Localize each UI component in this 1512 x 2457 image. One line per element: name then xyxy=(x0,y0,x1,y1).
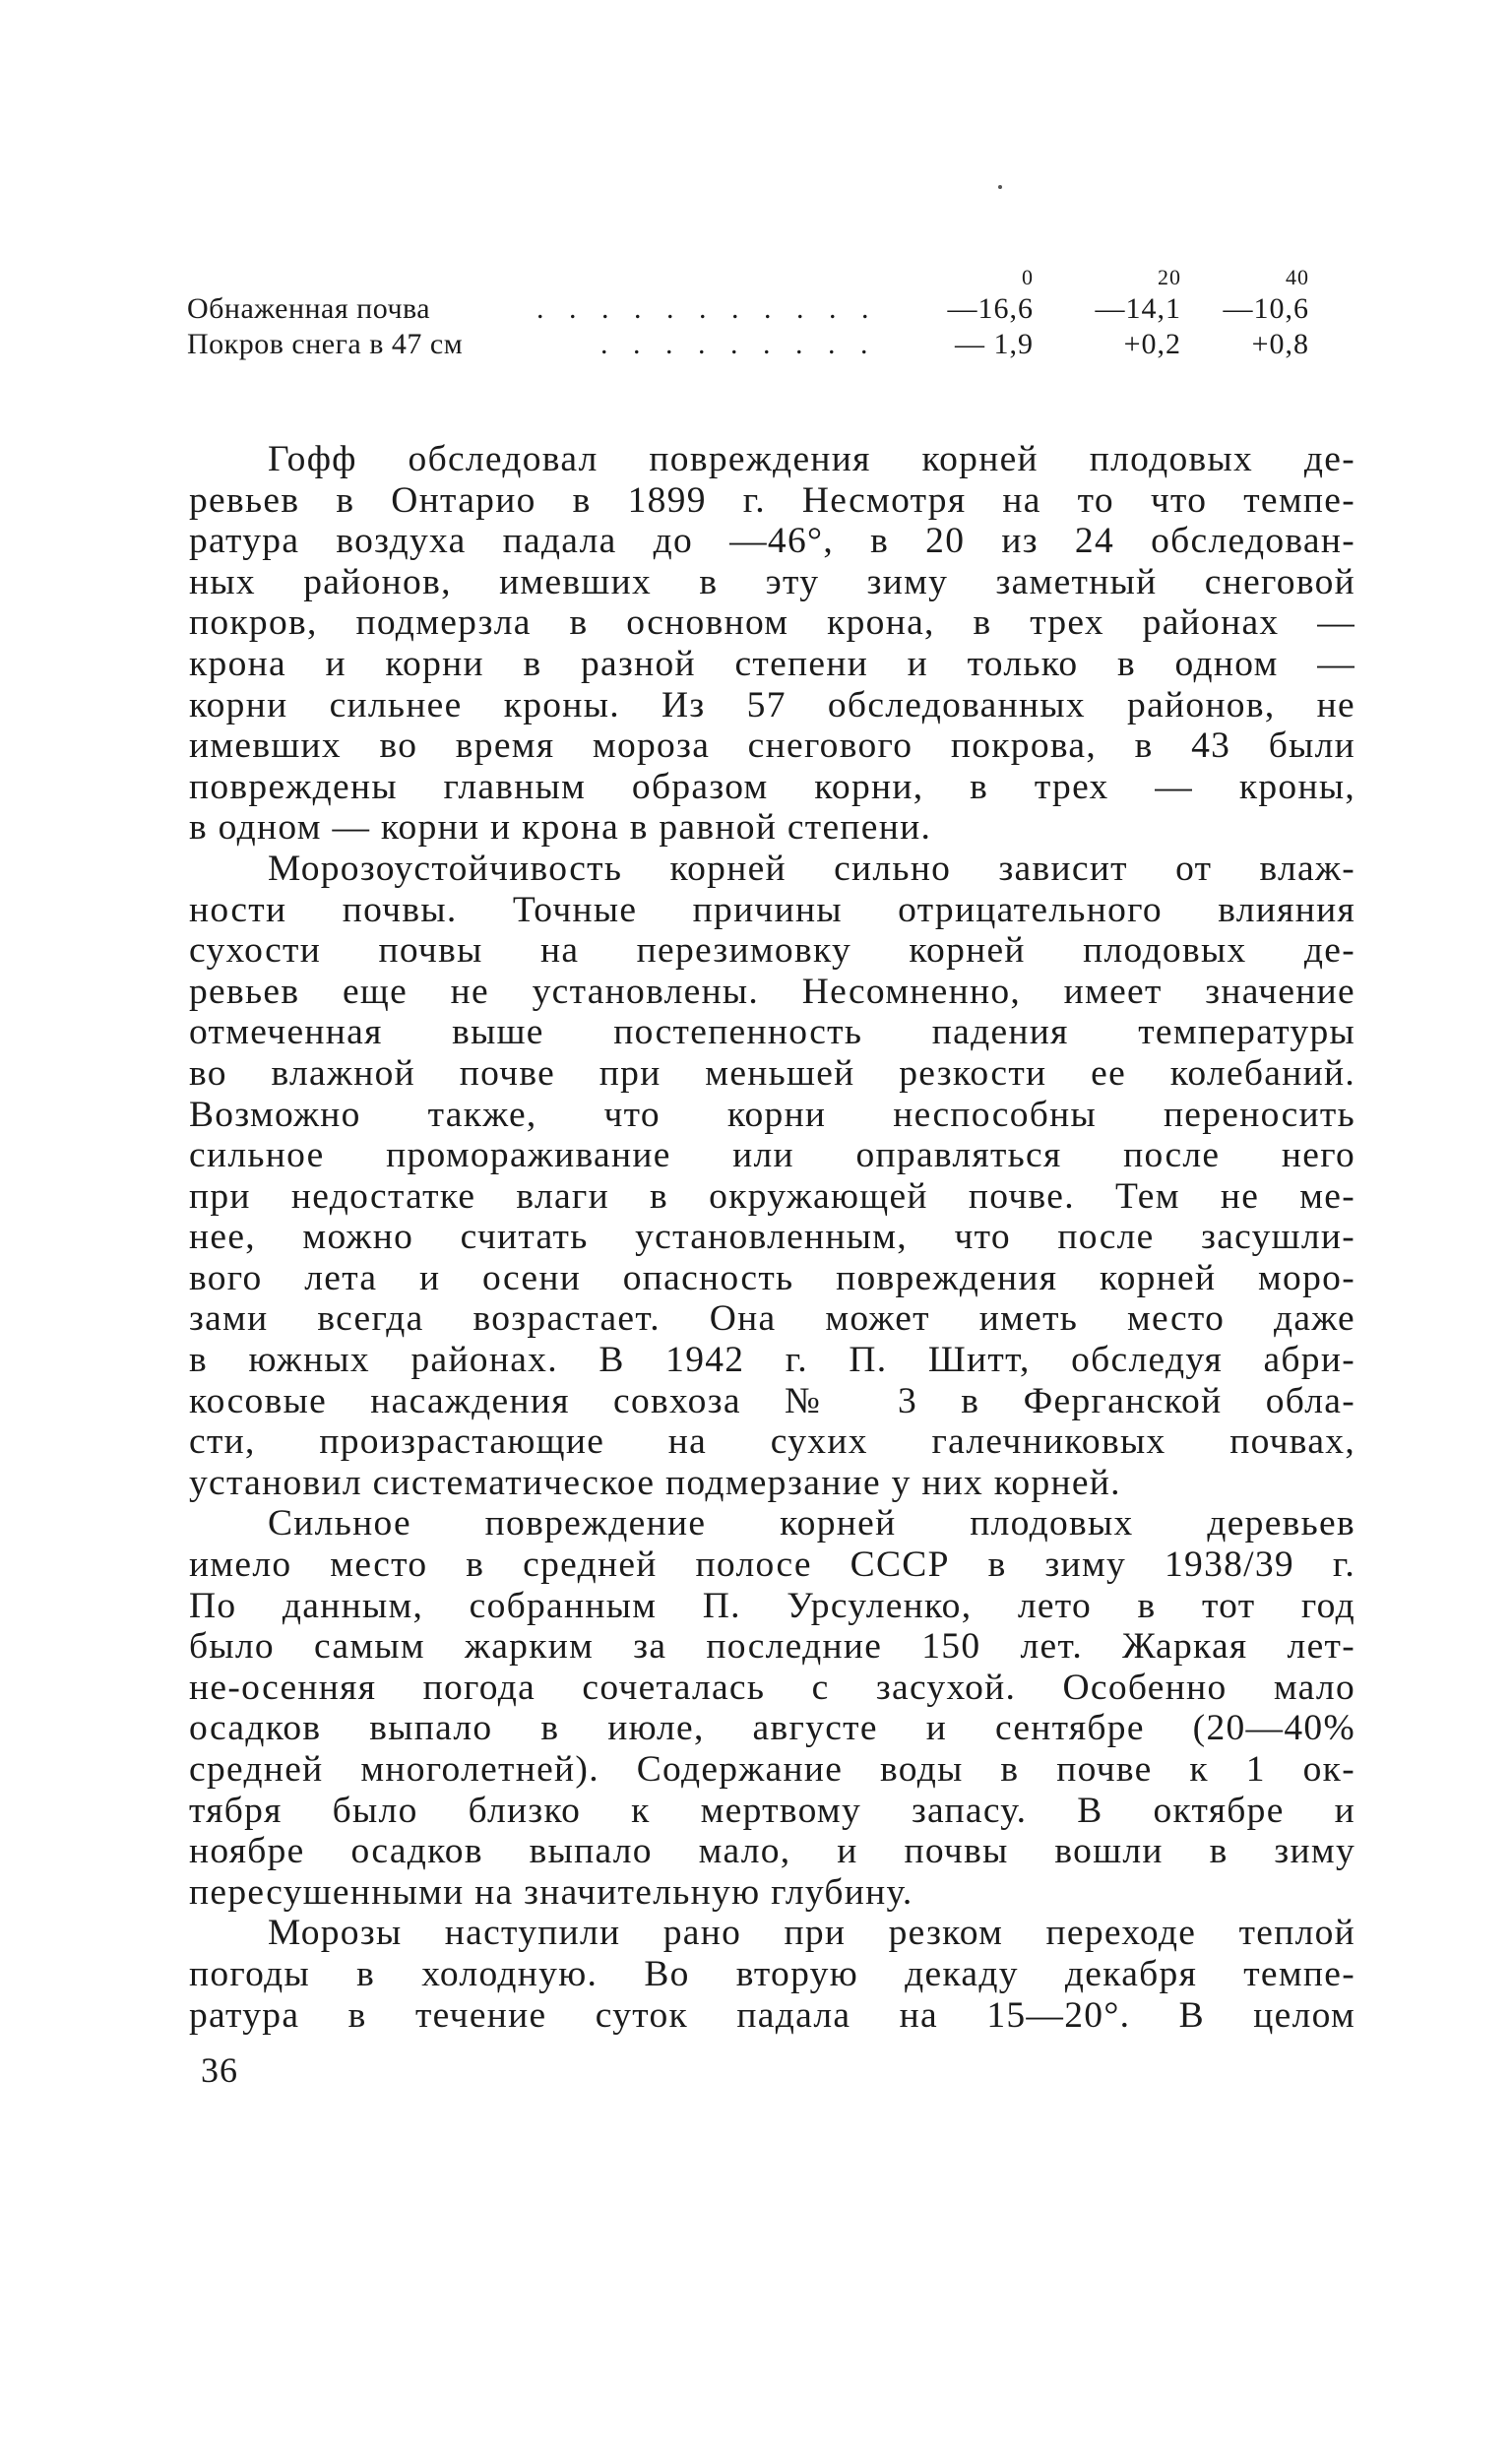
text-line: По данным, собранным П. Урсуленко, лето в тот год xyxy=(189,1585,1355,1626)
text-line: Морозоустойчивость корней сильно зависит от влаж- xyxy=(268,848,1355,889)
dot-leader: . . . . . . . . . xyxy=(600,328,877,360)
cell-value: —16,6 xyxy=(947,292,1034,325)
text-line: пересушенными на значительную глубину. xyxy=(189,1871,914,1913)
page-number: 36 xyxy=(201,2050,238,2090)
column-header-20: 20 xyxy=(1158,265,1181,289)
text-line: имевших во время мороза снегового покрова, в 43 были xyxy=(189,725,1355,767)
text-line: средней многолетней). Содержание воды в почве к 1 ок- xyxy=(189,1749,1355,1790)
text-line: ревьев в Онтарио в 1899 г. Несмотря на то что темпе- xyxy=(189,479,1355,521)
text-line: в южных районах. В 1942 г. П. Шитт, обследуя абри- xyxy=(189,1340,1355,1381)
text-line: повреждены главным образом корни, в трех — кроны, xyxy=(189,766,1355,807)
row-label: Покров снега в 47 см xyxy=(187,328,464,360)
text-line: сти, произрастающие на сухих галечниковых почвах, xyxy=(189,1421,1355,1463)
temperature-table xyxy=(187,256,1319,362)
text-line: не-осенняя погода сочеталась с засухой. Особенно мало xyxy=(189,1667,1355,1708)
table-row xyxy=(187,327,1319,362)
cell-value: —14,1 xyxy=(1095,292,1181,325)
text-line: во влажной почве при меньшей резкости ее колебаний. xyxy=(189,1052,1355,1094)
text-line: имело место в средней полосе СССР в зиму 1938/39 г. xyxy=(189,1544,1355,1586)
dot-leader: . . . . . . . . . . . xyxy=(536,292,878,325)
text-line: Сильное повреждение корней плодовых деревьев xyxy=(268,1503,1355,1544)
text-line: было самым жарким за последние 150 лет. Жаркая лет- xyxy=(189,1626,1355,1668)
text-line: ных районов, имевших в эту зиму заметный снеговой xyxy=(189,561,1355,602)
text-line: Возможно также, что корни неспособны переносить xyxy=(189,1094,1355,1135)
body-text xyxy=(189,439,1355,2036)
text-line: покров, подмерзла в основном крона, в трех районах — xyxy=(189,602,1355,644)
text-line: ратура воздуха падала до —46°, в 20 из 24 обследован- xyxy=(189,521,1355,562)
table-header xyxy=(187,256,1319,291)
column-header-0: 0 xyxy=(1022,265,1034,289)
text-line: ратура в течение суток падала на 15—20°. В целом xyxy=(189,1994,1355,2036)
text-line: сильное промораживание или оправляться после него xyxy=(189,1135,1355,1176)
text-line: корни сильнее кроны. Из 57 обследованных районов, не xyxy=(189,684,1355,725)
text-line: нее, можно считать установленным, что после засушли- xyxy=(189,1217,1355,1258)
text-line: тября было близко к мертвому запасу. В октябре и xyxy=(189,1790,1355,1831)
column-header-40: 40 xyxy=(1286,265,1309,289)
text-line: отмеченная выше постепенность падения температуры xyxy=(189,1012,1355,1053)
text-line: крона и корни в разной степени и только в одном — xyxy=(189,643,1355,684)
cell-value: — 1,9 xyxy=(955,328,1034,360)
text-line: сухости почвы на перезимовку корней плодовых де- xyxy=(189,930,1355,972)
text-line: погоды в холодную. Во вторую декаду декабря темпе- xyxy=(189,1953,1355,1994)
text-line: в одном — корни и крона в равной степени. xyxy=(189,807,932,849)
text-line: ности почвы. Точные причины отрицательного влияния xyxy=(189,889,1355,930)
text-line: вого лета и осени опасность повреждения корней моро- xyxy=(189,1257,1355,1298)
cell-value: +0,8 xyxy=(1251,328,1309,360)
text-line: ноябре осадков выпало мало, и почвы вошли в зиму xyxy=(189,1831,1355,1872)
text-line: установил систематическое подмерзание у них корней. xyxy=(189,1462,1121,1503)
text-line: Морозы наступили рано при резком переходе теплой xyxy=(268,1913,1355,1954)
text-line: Гофф обследовал повреждения корней плодовых де- xyxy=(268,439,1355,479)
table-row xyxy=(187,291,1319,327)
text-line: косовые насаждения совхоза № 3 в Ферганской обла- xyxy=(189,1380,1355,1421)
speck-mark xyxy=(998,185,1002,189)
text-line: ревьев еще не установлены. Несомненно, имеет значение xyxy=(189,971,1355,1012)
row-label: Обнаженная почва xyxy=(187,292,431,325)
cell-value: +0,2 xyxy=(1123,328,1181,360)
text-line: осадков выпало в июле, августе и сентябре (20—40% xyxy=(189,1708,1355,1749)
cell-value: —10,6 xyxy=(1223,292,1309,325)
text-line: при недостатке влаги в окружающей почве. Тем не ме- xyxy=(189,1175,1355,1217)
text-line: зами всегда возрастает. Она может иметь место даже xyxy=(189,1298,1355,1340)
